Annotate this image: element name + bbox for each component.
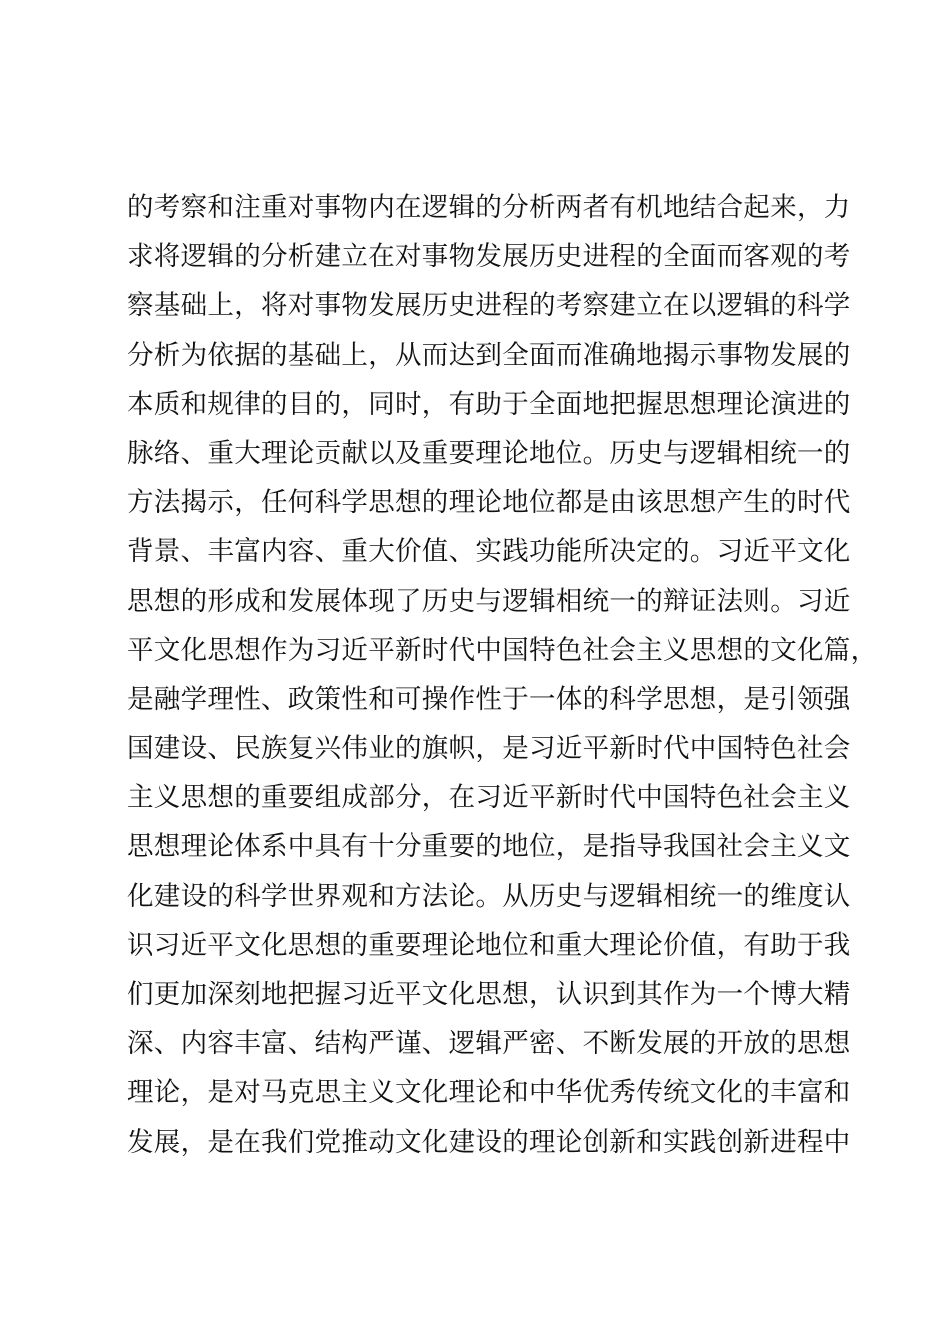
text-line: 求将逻辑的分析建立在对事物发展历史进程的全面而客观的考 xyxy=(127,241,851,273)
text-line: 的考察和注重对事物内在逻辑的分析两者有机地结合起来，力 xyxy=(127,192,851,223)
text-line: 思想理论体系中具有十分重要的地位，是指导我国社会主义文 xyxy=(127,831,851,863)
text-line: 主义思想的重要组成部分，在习近平新时代中国特色社会主义 xyxy=(127,782,851,814)
text-line: 是融学理性、政策性和可操作性于一体的科学思想，是引领强 xyxy=(127,683,851,715)
text-line: 理论，是对马克思主义文化理论和中华优秀传统文化的丰富和 xyxy=(127,1077,851,1109)
text-line: 脉络、重大理论贡献以及重要理论地位。历史与逻辑相统一的 xyxy=(127,437,851,469)
body-text xyxy=(127,183,878,1167)
text-line: 本质和规律的目的，同时，有助于全面地把握思想理论演进的 xyxy=(127,388,851,420)
text-line: 化建设的科学世界观和方法论。从历史与逻辑相统一的维度认 xyxy=(127,880,851,912)
text-line: 方法揭示，任何科学思想的理论地位都是由该思想产生的时代 xyxy=(127,487,851,519)
text-line: 察基础上，将对事物发展历史进程的考察建立在以逻辑的科学 xyxy=(127,290,851,322)
text-line: 识习近平文化思想的重要理论地位和重大理论价值，有助于我 xyxy=(127,929,851,961)
text-line: 平文化思想作为习近平新时代中国特色社会主义思想的文化篇， xyxy=(127,634,878,666)
text-line: 深、内容丰富、结构严谨、逻辑严密、不断发展的开放的思想 xyxy=(127,1028,851,1060)
text-line: 发展，是在我们党推动文化建设的理论创新和实践创新进程中 xyxy=(127,1126,851,1158)
text-line: 分析为依据的基础上，从而达到全面而准确地揭示事物发展的 xyxy=(127,339,851,371)
text-line: 们更加深刻地把握习近平文化思想，认识到其作为一个博大精 xyxy=(127,979,851,1010)
text-line: 国建设、民族复兴伟业的旗帜，是习近平新时代中国特色社会 xyxy=(127,733,851,765)
text-line: 背景、丰富内容、重大价值、实践功能所决定的。习近平文化 xyxy=(127,536,851,568)
text-line: 思想的形成和发展体现了历史与逻辑相统一的辩证法则。习近 xyxy=(127,585,851,617)
